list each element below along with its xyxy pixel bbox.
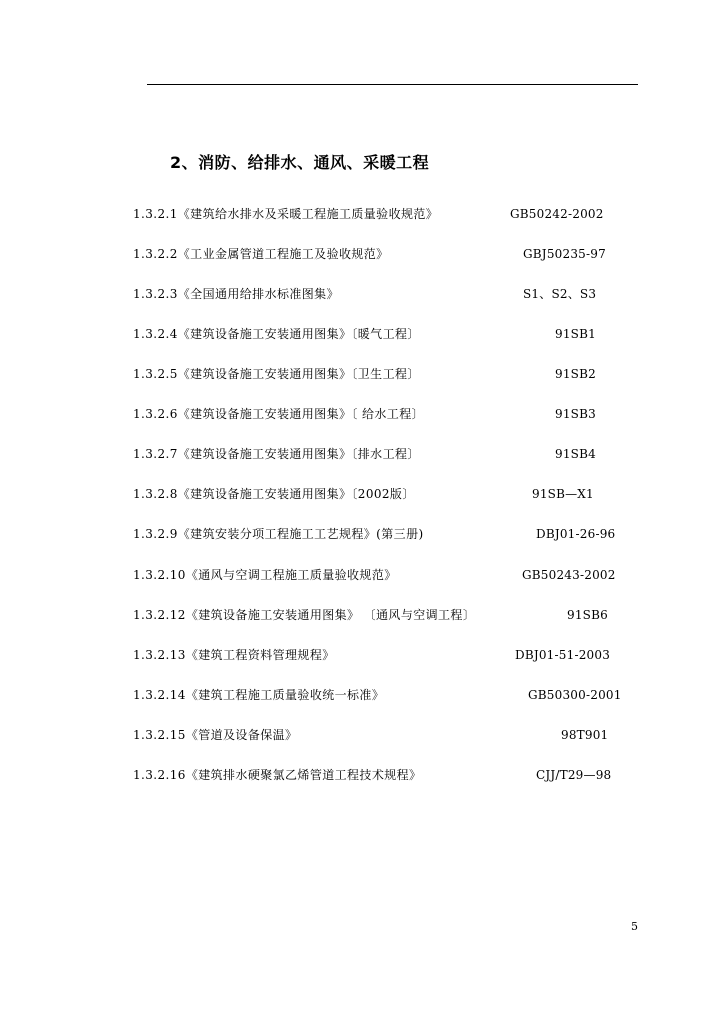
standard-title: 1.3.2.1《建筑给水排水及采暖工程施工质量验收规范》: [133, 207, 439, 221]
standard-item: [0, 404, 724, 424]
standard-title: 1.3.2.10《通风与空调工程施工质量验收规范》: [133, 568, 397, 582]
standard-title: 1.3.2.12《建筑设备施工安装通用图集》 〔通风与空调工程〕: [133, 608, 476, 622]
standard-item: [0, 284, 724, 304]
standard-title: 1.3.2.9《建筑安装分项工程施工工艺规程》(第三册): [133, 527, 424, 541]
standard-title: 1.3.2.5《建筑设备施工安装通用图集》〔卫生工程〕: [133, 367, 420, 381]
standard-code: 91SB3: [555, 407, 596, 421]
standard-item: [0, 645, 724, 665]
standard-item: [0, 725, 724, 745]
standard-code: S1、S2、S3: [523, 287, 597, 301]
standard-title: 1.3.2.2《工业金属管道工程施工及验收规范》: [133, 247, 389, 261]
standard-item: [0, 685, 724, 705]
standard-code: 91SB4: [555, 447, 596, 461]
standard-item: [0, 565, 724, 585]
standard-code: GB50242-2002: [510, 207, 604, 221]
standard-code: DBJ01-51-2003: [515, 648, 611, 662]
standard-title: 1.3.2.14《建筑工程施工质量验收统一标准》: [133, 688, 385, 702]
standard-code: 98T901: [561, 728, 609, 742]
standard-item: [0, 484, 724, 504]
standard-code: 91SB6: [567, 608, 608, 622]
standard-item: [0, 765, 724, 785]
standard-title: 1.3.2.3《全国通用给排水标准图集》: [133, 287, 339, 301]
standard-code: GB50300-2001: [528, 688, 622, 702]
standard-item: [0, 364, 724, 384]
standard-title: 1.3.2.7《建筑设备施工安装通用图集》〔排水工程〕: [133, 447, 420, 461]
standard-title: 1.3.2.16《建筑排水硬聚氯乙烯管道工程技术规程》: [133, 768, 422, 782]
standard-code: 91SB—X1: [532, 487, 594, 501]
standard-title: 1.3.2.15《管道及设备保温》: [133, 728, 298, 742]
standard-title: 1.3.2.8《建筑设备施工安装通用图集》〔2002版〕: [133, 487, 415, 501]
standard-title: 1.3.2.6《建筑设备施工安装通用图集》〔 给水工程〕: [133, 407, 424, 421]
standard-code: CJJ/T29—98: [536, 768, 612, 782]
standard-item: [0, 324, 724, 344]
standard-item: [0, 204, 724, 224]
page-number: 5: [631, 920, 638, 933]
standard-title: 1.3.2.13《建筑工程资料管理规程》: [133, 648, 335, 662]
standard-item: [0, 244, 724, 264]
standard-title: 1.3.2.4《建筑设备施工安装通用图集》〔暖气工程〕: [133, 327, 420, 341]
standard-item: [0, 524, 724, 544]
standard-code: GB50243-2002: [522, 568, 616, 582]
standard-code: 91SB2: [555, 367, 596, 381]
standard-item: [0, 605, 724, 625]
standard-code: DBJ01-26-96: [536, 527, 616, 541]
section-title: 2、消防、给排水、通风、采暖工程: [170, 153, 430, 172]
standard-item: [0, 444, 724, 464]
standard-code: GBJ50235-97: [523, 247, 606, 261]
standard-code: 91SB1: [555, 327, 596, 341]
